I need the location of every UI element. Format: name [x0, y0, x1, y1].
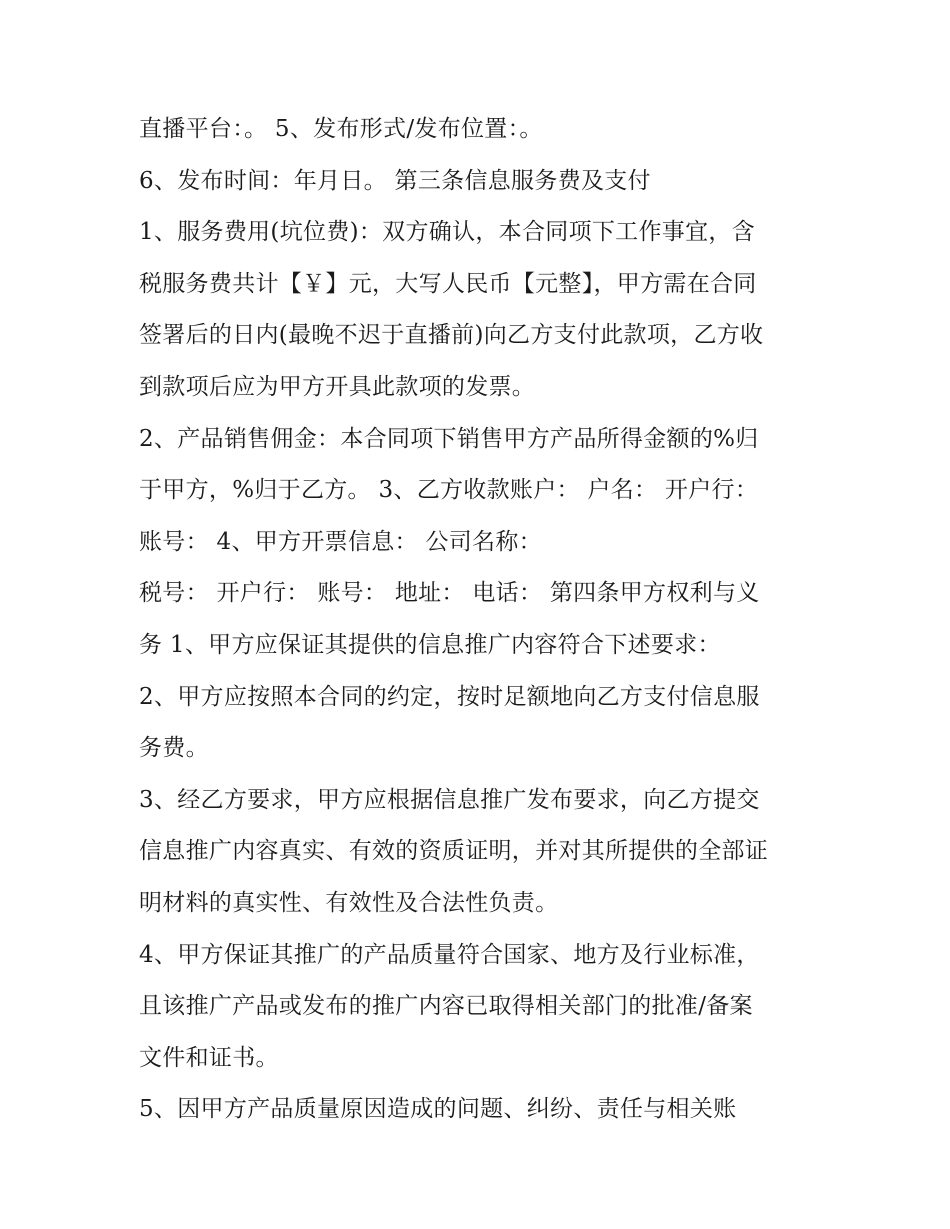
- text-line: 务 1、甲方应保证其提供的信息推广内容符合下述要求：: [139, 631, 721, 658]
- text-line: 文件和证书。: [139, 1044, 279, 1071]
- text-line: 4、甲方保证其推广的产品质量符合国家、地方及行业标准，: [139, 941, 760, 968]
- text-line: 3、经乙方要求，甲方应根据信息推广发布要求，向乙方提交: [139, 786, 760, 813]
- text-line: 于甲方，%归于乙方。 3、乙方收款账户： 户名： 开户行：: [139, 477, 759, 504]
- text-line: 1、服务费用(坑位费)：双方确认，本合同项下工作事宜，含: [139, 219, 755, 246]
- text-line: 2、甲方应按照本合同的约定，按时足额地向乙方支付信息服: [139, 683, 760, 710]
- text-line: 且该推广产品或发布的推广内容已取得相关部门的批准/备案: [139, 993, 753, 1020]
- text-line: 到款项后应为甲方开具此款项的发票。: [139, 373, 536, 400]
- text-line: 明材料的真实性、有效性及合法性负责。: [139, 889, 559, 916]
- text-line: 直播平台：。 5、发布形式/发布位置：。: [139, 116, 543, 142]
- text-line: 务费。: [139, 735, 209, 762]
- text-line: 信息推广内容真实、有效的资质证明，并对其所提供的全部证: [139, 838, 769, 865]
- text-line: 2、产品销售佣金：本合同项下销售甲方产品所得金额的%归: [139, 425, 759, 452]
- text-line: 6、发布时间：年月日。 第三条信息服务费及支付: [139, 167, 651, 194]
- text-line: 账号： 4、甲方开票信息： 公司名称：: [139, 528, 542, 555]
- text-line: 税服务费共计【￥】元，大写人民币【元整】，甲方需在合同: [139, 270, 757, 297]
- text-line: 签署后的日内(最晚不迟于直播前)向乙方支付此款项，乙方收: [139, 322, 764, 349]
- text-line: 5、因甲方产品质量原因造成的问题、纠纷、责任与相关账: [139, 1096, 737, 1123]
- text-line: 税号： 开户行： 账号： 地址： 电话： 第四条甲方权利与义: [139, 580, 760, 607]
- document-body: [139, 104, 819, 1136]
